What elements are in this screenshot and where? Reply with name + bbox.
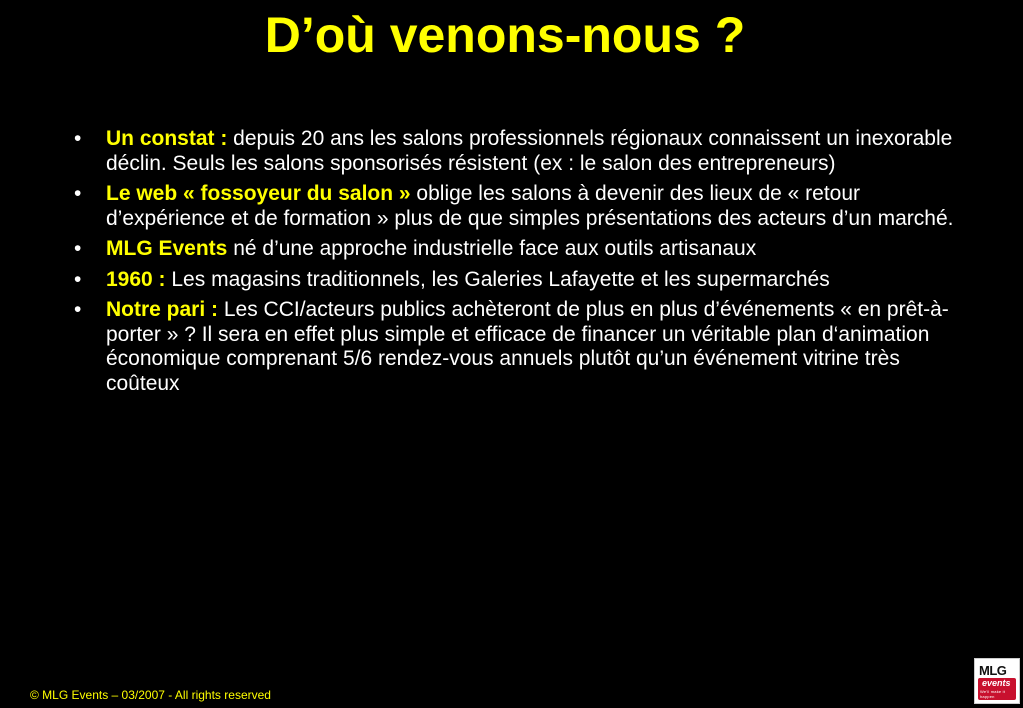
logo-events-text: events <box>982 678 1011 688</box>
bullet-keyword: Un constat : <box>106 127 228 150</box>
bullet-dot-icon: • <box>74 237 82 260</box>
bullet-keyword: Notre pari : <box>106 298 219 321</box>
bullet-dot-icon: • <box>74 127 82 150</box>
bullet-dot-icon: • <box>74 182 82 205</box>
footer-copyright: © MLG Events – 03/2007 - All rights reserved <box>30 688 271 702</box>
bullet-item-1960 <box>72 268 962 293</box>
bullet-text: Les CCI/acteurs publics achèteront de plus en plus d’événements « en prêt-à-porter » ? Il sera en effet plus simple et efficace de financer un véritable plan d‘animation économique comprenant 5/6 rendez-vous annuels plutôt qu’un événement vitrine très coûteux <box>106 298 949 395</box>
bullet-item-web <box>72 182 962 231</box>
slide-title: D’où venons-nous ? <box>264 7 746 63</box>
bullet-keyword: Le web « fossoyeur du salon » <box>106 182 411 205</box>
bullet-text: depuis 20 ans les salons professionnels régionaux connaissent un inexorable déclin. Seuls les salons sponsorisés résistent (ex : le salon des entrepreneurs) <box>106 127 953 175</box>
bullet-text: Les magasins traditionnels, les Galeries Lafayette et les supermarchés <box>165 267 830 291</box>
bullet-text: oblige les salons à devenir des lieux de « retour d’expérience et de formation » plus de que simples présentations des acteurs d’un marché. <box>106 182 954 230</box>
logo-brand-text: MLG <box>979 663 1007 678</box>
bullet-dot-icon: • <box>74 267 82 291</box>
bullet-text: né d’une approche industrielle face aux outils artisanaux <box>227 237 757 260</box>
bullet-dot-icon: • <box>74 298 82 321</box>
mlg-events-logo <box>974 658 1020 704</box>
bullet-item-constat <box>72 127 962 176</box>
bullet-list <box>72 127 962 402</box>
bullet-item-notre-pari <box>72 298 962 396</box>
bullet-item-mlg-events <box>72 237 962 262</box>
logo-tagline: We'll make it happen <box>980 689 1006 699</box>
bullet-keyword: 1960 : <box>106 267 166 291</box>
bullet-keyword: MLG Events <box>106 237 228 260</box>
